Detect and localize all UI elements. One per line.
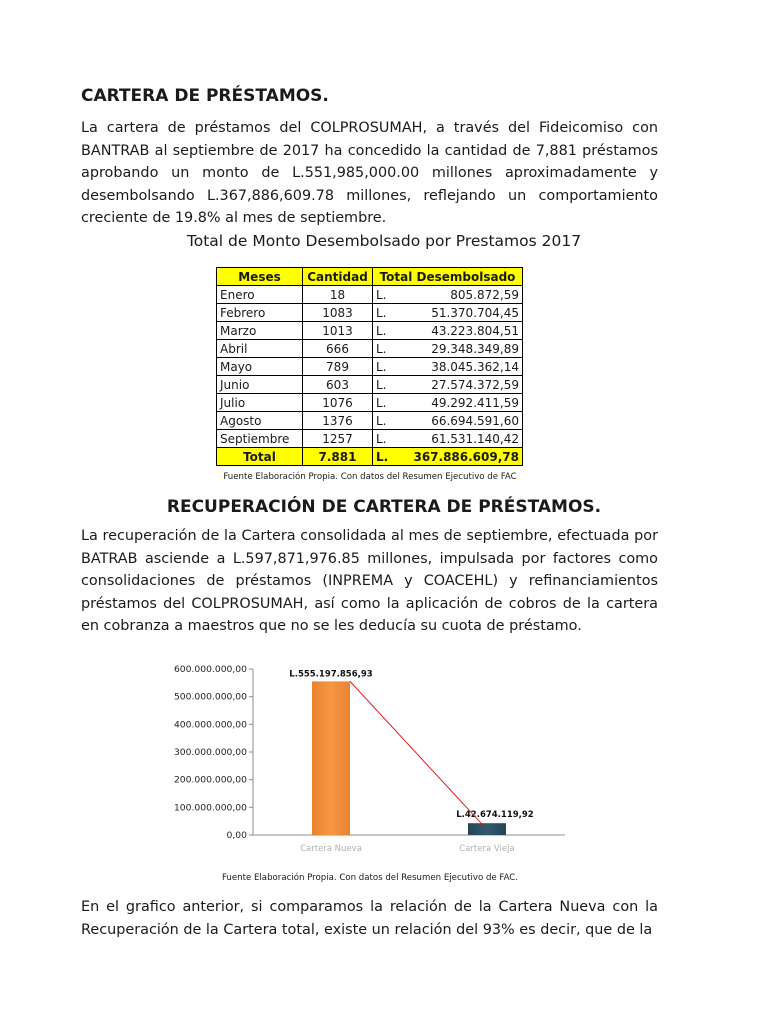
table-row — [217, 412, 523, 430]
cell-cantidad: 1013 — [303, 322, 373, 340]
cell-mes: Abril — [217, 340, 303, 358]
y-tick-label: 0,00 — [226, 830, 247, 841]
cell-monto: 61.531.140,42 — [403, 430, 523, 448]
table-row — [217, 322, 523, 340]
cell-monto: 66.694.591,60 — [403, 412, 523, 430]
bar-cartera-vieja — [468, 823, 506, 835]
heading-cartera-prestamos: CARTERA DE PRÉSTAMOS. — [81, 86, 329, 106]
cell-cantidad: 789 — [303, 358, 373, 376]
cell-mes: Septiembre — [217, 430, 303, 448]
table-row — [217, 358, 523, 376]
data-label: L.42.674.119,92 — [456, 810, 534, 821]
table-row — [217, 394, 523, 412]
cell-currency: L. — [373, 286, 404, 304]
cell-mes: Marzo — [217, 322, 303, 340]
cell-mes: Julio — [217, 394, 303, 412]
cell-cantidad: 18 — [303, 286, 373, 304]
cell-currency: L. — [373, 394, 404, 412]
x-tick-label: Cartera Nueva — [300, 844, 362, 854]
cell-total-label: Total — [217, 448, 303, 466]
table-body — [217, 286, 523, 466]
cell-cantidad: 666 — [303, 340, 373, 358]
cell-monto: 43.223.804,51 — [403, 322, 523, 340]
cell-monto: 38.045.362,14 — [403, 358, 523, 376]
y-tick-label: 300.000.000,00 — [173, 747, 247, 758]
source-note-table: Fuente Elaboración Propia. Con datos del Resumen Ejecutivo de FAC — [223, 472, 517, 482]
paragraph-recuperacion: La recuperación de la Cartera consolidada al mes de septiembre, efectuada por BATRAB asciende a L.597,871,976.85 millones, impulsada por factores como consolidaciones de préstamos (INPREMA y COACEHL) y refinanciamientos préstamos del COLPROSUMAH, así como la aplicación de cobros de la cartera en cobranza a maestros que no se les deducía su cuota de préstamo. — [81, 528, 658, 634]
cell-currency: L. — [373, 376, 404, 394]
cell-monto: 29.348.349,89 — [403, 340, 523, 358]
cell-currency: L. — [373, 322, 404, 340]
data-label: L.555.197.856,93 — [289, 669, 373, 680]
header-meses: Meses — [217, 268, 303, 286]
x-tick-label: Cartera Vieja — [459, 844, 515, 854]
cell-mes: Junio — [217, 376, 303, 394]
table-row — [217, 340, 523, 358]
disbursement-table — [216, 267, 523, 466]
trend-line — [350, 681, 483, 825]
paragraph-comparacion: En el grafico anterior, si comparamos la relación de la Cartera Nueva con la Recuperación de la Cartera total, existe un relación del 93% es decir, que de la — [81, 899, 658, 938]
cell-mes: Enero — [217, 286, 303, 304]
table-row — [217, 430, 523, 448]
cell-currency: L. — [373, 304, 404, 322]
table-row — [217, 376, 523, 394]
table-row — [217, 286, 523, 304]
cell-total-currency: L. — [373, 448, 404, 466]
table-row — [217, 304, 523, 322]
cartera-bar-chart — [155, 655, 575, 865]
cell-currency: L. — [373, 340, 404, 358]
cell-currency: L. — [373, 430, 404, 448]
cell-mes: Agosto — [217, 412, 303, 430]
cell-currency: L. — [373, 358, 404, 376]
bar-cartera-nueva — [312, 681, 350, 835]
paragraph-cartera: La cartera de préstamos del COLPROSUMAH, a través del Fideicomiso con BANTRAB al septiembre de 2017 ha concedido la cantidad de 7,881 préstamos aprobando un monto de L.551,985,000.00 millones aproximadamente y desembolsando L.367,886,609.78 millones, reflejando un comportamiento creciente de 19.8% al mes de septiembre. — [81, 120, 658, 226]
cell-monto: 51.370.704,45 — [403, 304, 523, 322]
table-header-row — [217, 268, 523, 286]
table-caption: Total de Monto Desembolsado por Prestamos 2017 — [186, 232, 582, 250]
y-tick-label: 500.000.000,00 — [173, 691, 247, 703]
y-tick-label: 400.000.000,00 — [173, 719, 247, 731]
header-cantidad: Cantidad — [303, 268, 373, 286]
cell-monto: 805.872,59 — [403, 286, 523, 304]
cell-cantidad: 1376 — [303, 412, 373, 430]
cell-cantidad: 603 — [303, 376, 373, 394]
heading-recuperacion: RECUPERACIÓN DE CARTERA DE PRÉSTAMOS. — [166, 497, 602, 517]
cell-cantidad: 1076 — [303, 394, 373, 412]
cell-mes: Febrero — [217, 304, 303, 322]
cell-mes: Mayo — [217, 358, 303, 376]
cell-total-cantidad: 7.881 — [303, 448, 373, 466]
y-tick-label: 600.000.000,00 — [173, 664, 247, 675]
y-tick-label: 200.000.000,00 — [173, 774, 247, 786]
cell-cantidad: 1257 — [303, 430, 373, 448]
table-total-row — [217, 448, 523, 466]
y-tick-label: 100.000.000,00 — [173, 802, 247, 814]
cell-monto: 49.292.411,59 — [403, 394, 523, 412]
cell-currency: L. — [373, 412, 404, 430]
cell-monto: 27.574.372,59 — [403, 376, 523, 394]
header-total-desembolsado: Total Desembolsado — [373, 268, 523, 286]
source-note-chart: Fuente Elaboración Propia. Con datos del Resumen Ejecutivo de FAC. — [221, 873, 519, 883]
cell-total-monto: 367.886.609,78 — [403, 448, 523, 466]
cell-cantidad: 1083 — [303, 304, 373, 322]
